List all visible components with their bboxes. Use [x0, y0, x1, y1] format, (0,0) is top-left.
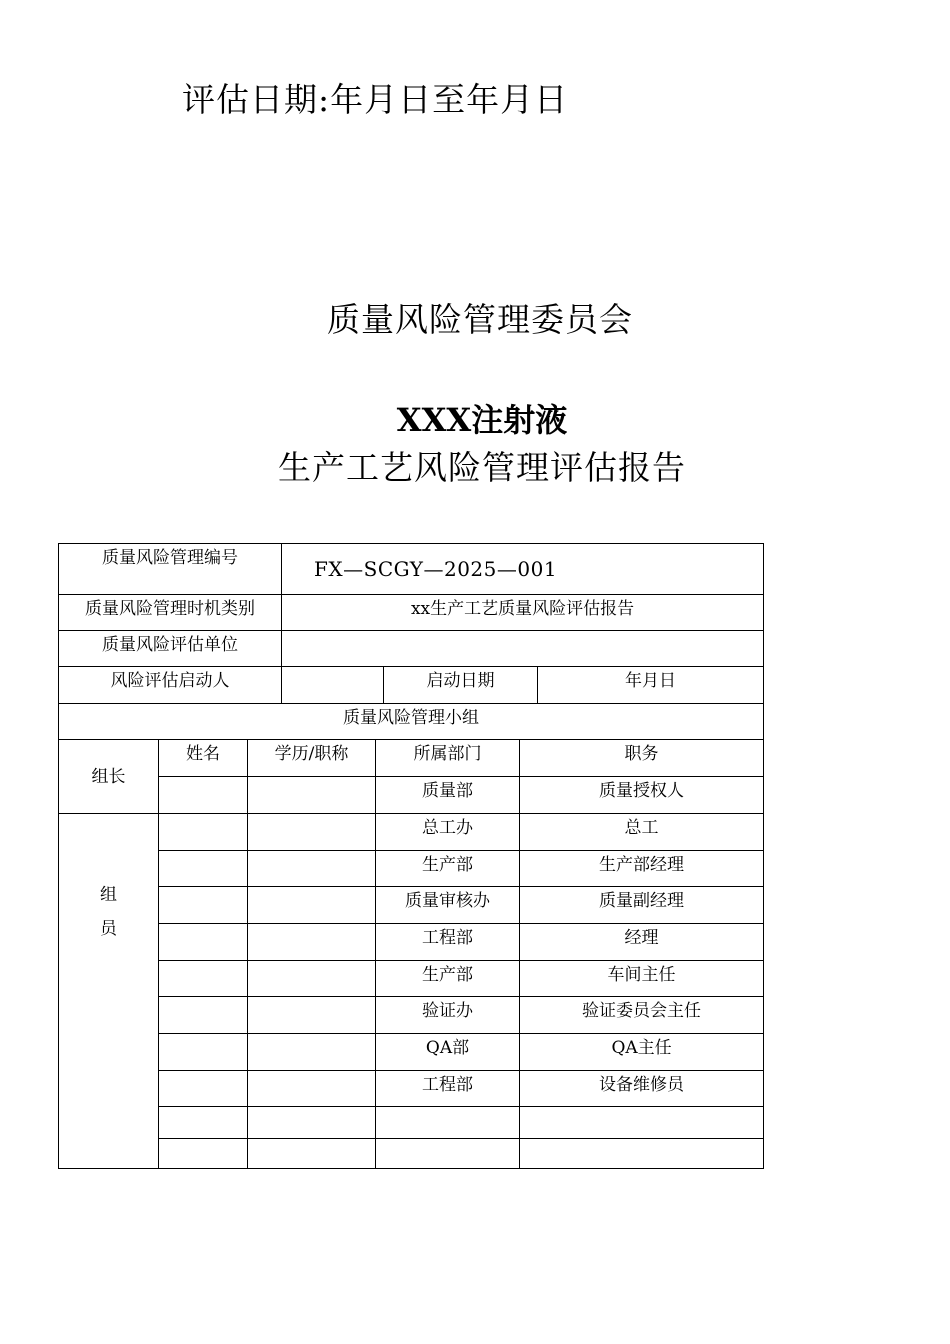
code-label: 质量风险管理编号 — [59, 544, 282, 595]
member-row — [59, 887, 764, 924]
initiator-row — [59, 667, 764, 704]
member-dept: 生产部 — [376, 851, 520, 887]
member-position — [520, 1107, 764, 1139]
category-label: 质量风险管理时机类别 — [59, 595, 282, 631]
member-row — [59, 924, 764, 961]
member-dept: 质量审核办 — [376, 887, 520, 924]
member-label-1: 组 — [100, 885, 117, 905]
col-dept-header: 所属部门 — [376, 740, 520, 777]
member-dept: QA部 — [376, 1034, 520, 1071]
leader-position: 质量授权人 — [520, 777, 764, 814]
member-title — [248, 961, 376, 997]
initiator-value — [282, 667, 384, 704]
leader-dept: 质量部 — [376, 777, 520, 814]
member-name — [159, 961, 248, 997]
code-value: FX—SCGY—2025—001 — [282, 544, 764, 595]
member-row — [59, 1034, 764, 1071]
team-title: 质量风险管理小组 — [59, 704, 764, 740]
member-name — [159, 1034, 248, 1071]
member-title — [248, 924, 376, 961]
member-dept: 总工办 — [376, 814, 520, 851]
member-row — [59, 961, 764, 997]
start-date-label: 启动日期 — [384, 667, 538, 704]
member-title — [248, 851, 376, 887]
member-row — [59, 1071, 764, 1107]
category-value: xx生产工艺质量风险评估报告 — [282, 595, 764, 631]
member-title — [248, 1034, 376, 1071]
member-position: 总工 — [520, 814, 764, 851]
col-name-header: 姓名 — [159, 740, 248, 777]
member-name — [159, 887, 248, 924]
unit-row — [59, 631, 764, 667]
category-row — [59, 595, 764, 631]
member-position — [520, 1139, 764, 1169]
initiator-label: 风险评估启动人 — [59, 667, 282, 704]
member-row — [59, 997, 764, 1034]
member-position: 生产部经理 — [520, 851, 764, 887]
member-dept — [376, 1139, 520, 1169]
member-title — [248, 887, 376, 924]
unit-value — [282, 631, 764, 667]
member-position: 验证委员会主任 — [520, 997, 764, 1034]
member-title — [248, 814, 376, 851]
member-name — [159, 814, 248, 851]
member-title — [248, 1139, 376, 1169]
committee-name: 质量风险管理委员会 — [327, 300, 633, 339]
member-dept: 工程部 — [376, 924, 520, 961]
unit-label: 质量风险评估单位 — [59, 631, 282, 667]
code-row — [59, 544, 764, 595]
member-title — [248, 1071, 376, 1107]
member-title — [248, 1107, 376, 1139]
evaluation-date: 评估日期:年月日至年月日 — [182, 80, 569, 119]
member-position: 设备维修员 — [520, 1071, 764, 1107]
leader-label: 组长 — [59, 740, 159, 814]
member-row — [59, 1107, 764, 1139]
leader-row — [59, 777, 764, 814]
member-position: 经理 — [520, 924, 764, 961]
member-name — [159, 1107, 248, 1139]
risk-info-table — [58, 543, 764, 1169]
member-name — [159, 1139, 248, 1169]
member-label — [59, 814, 159, 1169]
col-title-header: 学历/职称 — [248, 740, 376, 777]
member-name — [159, 851, 248, 887]
member-name — [159, 924, 248, 961]
member-position: 质量副经理 — [520, 887, 764, 924]
member-dept: 工程部 — [376, 1071, 520, 1107]
member-row — [59, 814, 764, 851]
member-row — [59, 851, 764, 887]
leader-name — [159, 777, 248, 814]
member-label-2: 员 — [100, 919, 117, 939]
col-position-header: 职务 — [520, 740, 764, 777]
member-dept: 生产部 — [376, 961, 520, 997]
leader-title — [248, 777, 376, 814]
member-position: QA主任 — [520, 1034, 764, 1071]
member-dept: 验证办 — [376, 997, 520, 1034]
product-name: XXX注射液 — [396, 401, 568, 439]
member-title — [248, 997, 376, 1034]
member-name — [159, 1071, 248, 1107]
member-position: 车间主任 — [520, 961, 764, 997]
member-row — [59, 1139, 764, 1169]
report-title: 生产工艺风险管理评估报告 — [278, 448, 686, 487]
member-name — [159, 997, 248, 1034]
team-title-row — [59, 704, 764, 740]
member-dept — [376, 1107, 520, 1139]
start-date-value: 年月日 — [538, 667, 764, 704]
team-header-row — [59, 740, 764, 777]
